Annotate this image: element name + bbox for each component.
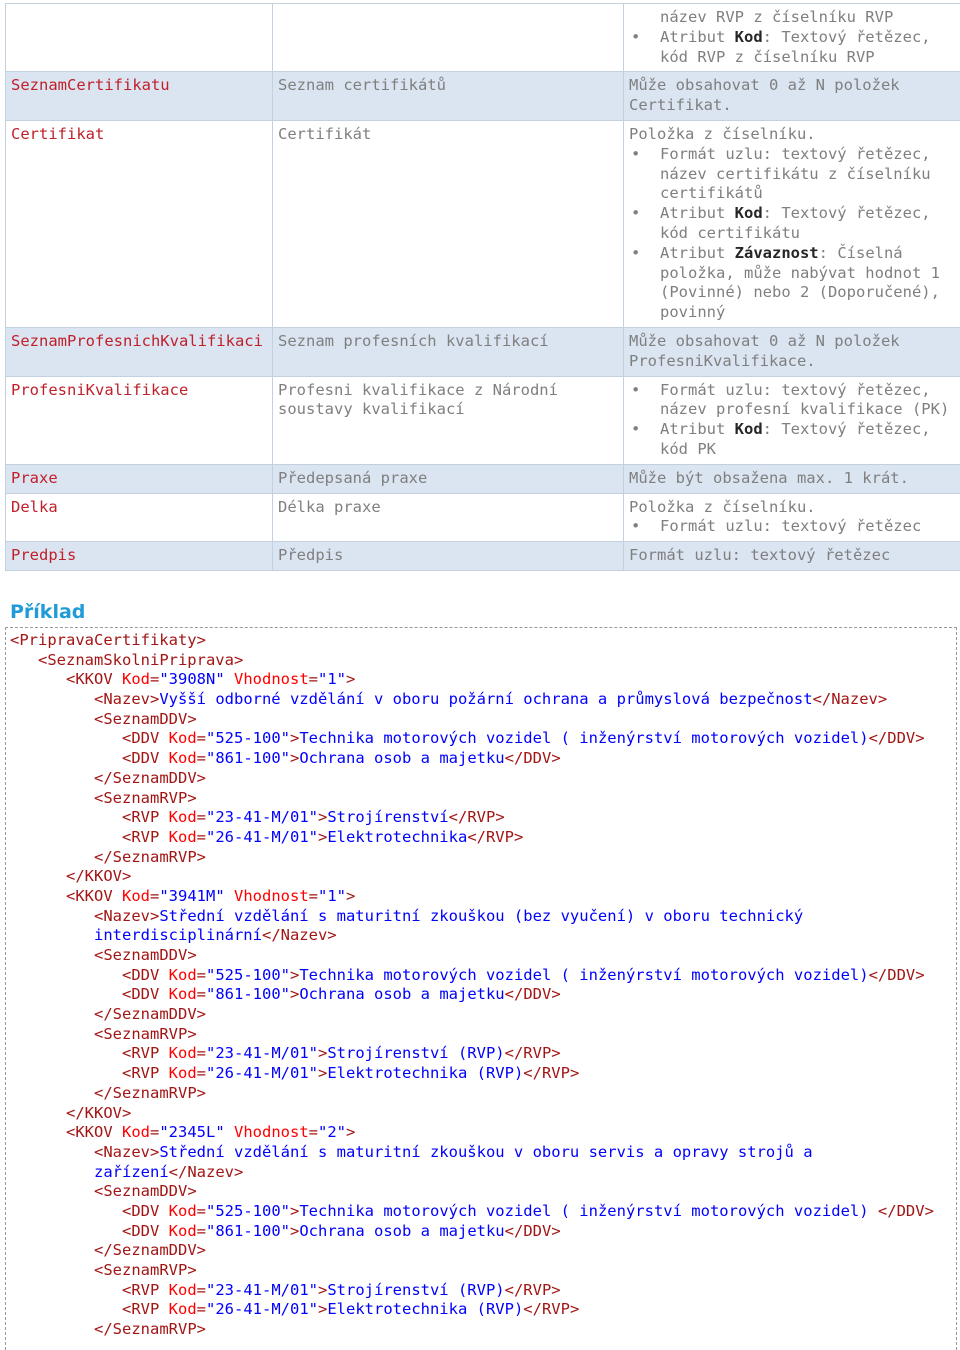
table-row — [6, 376, 960, 464]
xml-tag: > — [317, 1044, 328, 1063]
table-row — [6, 542, 960, 571]
xml-tag: = — [150, 670, 160, 689]
element-description: Seznam certifikátů — [273, 72, 624, 121]
table-row — [6, 120, 960, 327]
xml-tag: <DDV — [121, 1201, 169, 1220]
xml-attribute: Vhodnost — [224, 670, 309, 689]
xml-tag: </RVP> — [467, 827, 524, 846]
bullet-text: : Textový řetězec, kód certifikátu — [660, 204, 931, 242]
xml-tag: <Nazev> — [94, 906, 160, 925]
code-line — [10, 848, 934, 868]
code-line — [10, 710, 934, 730]
xml-value: "3941M" — [159, 886, 225, 905]
xml-tag: <Nazev> — [94, 1142, 160, 1161]
bullet-list — [629, 381, 955, 460]
code-line — [10, 1123, 934, 1143]
code-line — [10, 1005, 934, 1025]
xml-tag: <KKOV — [66, 670, 122, 689]
table-row — [6, 72, 960, 121]
bullet-text: Atribut — [660, 204, 735, 223]
element-note — [624, 542, 960, 571]
code-line — [10, 1222, 934, 1242]
xml-attribute: Kod — [168, 827, 197, 846]
xml-tag: > — [317, 1280, 328, 1299]
xml-attribute: Kod — [168, 729, 197, 748]
xml-tag: </Nazev> — [812, 690, 888, 709]
code-line — [10, 887, 934, 907]
attribute-name: Závaznost — [734, 243, 819, 262]
element-description: Profesni kvalifikace z Národní soustavy kvalifikací — [273, 376, 624, 464]
xml-text: Střední vzdělání s maturitní zkouškou v oboru servis a opravy strojů a — [159, 1142, 813, 1161]
xml-value: "26-41-M/01" — [206, 827, 318, 846]
xml-text: Ochrana osob a majetku — [299, 749, 505, 768]
xml-value: "525-100" — [206, 965, 290, 984]
xml-tag: = — [196, 1201, 206, 1220]
element-name: SeznamCertifikatu — [6, 72, 273, 121]
xml-attribute: Kod — [168, 808, 197, 827]
element-note — [624, 120, 960, 327]
bullet-list — [629, 517, 955, 537]
element-name: Certifikat — [6, 120, 273, 327]
code-line — [10, 985, 934, 1005]
xml-tag: = — [196, 1064, 206, 1083]
xml-tag: <DDV — [121, 965, 169, 984]
code-line — [10, 631, 934, 651]
code-line — [10, 867, 934, 887]
xml-tag: > — [290, 985, 300, 1004]
element-note — [624, 376, 960, 464]
xml-tag: <Nazev> — [94, 690, 160, 709]
xml-tag: = — [150, 886, 160, 905]
xml-attribute: Kod — [168, 1280, 197, 1299]
attribute-name: Kod — [734, 420, 763, 439]
xml-attribute: Kod — [168, 985, 197, 1004]
xml-tag: > — [290, 965, 300, 984]
bullet-item — [629, 28, 955, 68]
xml-attribute: Kod — [122, 886, 150, 905]
code-line — [10, 1241, 934, 1261]
xml-attribute: Kod — [168, 1044, 197, 1063]
spec-table — [5, 3, 960, 571]
code-line — [10, 670, 934, 690]
xml-tag: </DDV> — [877, 1201, 934, 1220]
code-line — [10, 1163, 934, 1183]
code-line — [10, 1044, 934, 1064]
xml-tag: > — [346, 886, 356, 905]
xml-tag: </RVP> — [504, 1044, 561, 1063]
xml-value: "525-100" — [206, 729, 290, 748]
xml-tag: </DDV> — [504, 985, 561, 1004]
xml-tag: </SeznamDDV> — [94, 1241, 206, 1260]
xml-value: "1" — [318, 886, 347, 905]
note-text: Může být obsažena max. 1 krát. — [629, 468, 909, 487]
xml-tag: = — [196, 749, 206, 768]
bullet-text: : Číselná položka, může nabývat hodnot 1 (Povinné) nebo 2 (Doporučené), povinný — [660, 243, 940, 322]
xml-tag: > — [346, 1123, 356, 1142]
xml-text: Strojírenství (RVP) — [327, 1280, 505, 1299]
note-text: Může obsahovat 0 až N položek Certifikat. — [629, 76, 900, 115]
xml-tag: = — [308, 1123, 319, 1142]
xml-tag: <PripravaCertifikaty> — [10, 631, 206, 649]
xml-attribute: Kod — [168, 749, 197, 768]
xml-tag: = — [196, 808, 206, 827]
code-line — [10, 1084, 934, 1104]
xml-tag: <SeznamSkolniPriprava> — [38, 650, 244, 669]
xml-value: "525-100" — [206, 1201, 290, 1220]
xml-tag: <RVP — [121, 808, 169, 827]
xml-attribute: Kod — [168, 1221, 197, 1240]
xml-tag: <DDV — [121, 985, 169, 1004]
bullet-text: Formát uzlu: textový řetězec, název profesní kvalifikace (PK) — [660, 380, 950, 419]
element-description: Předpis — [273, 542, 624, 571]
xml-tag: </KKOV> — [66, 867, 132, 886]
code-line — [10, 769, 934, 789]
xml-tag: = — [196, 965, 206, 984]
bullet-text: Atribut — [660, 243, 735, 262]
xml-text: Technika motorových vozidel ( inženýrství motorových vozidel) — [299, 729, 869, 748]
bullet-text: : Textový řetězec, kód PK — [660, 420, 931, 458]
xml-attribute: Kod — [168, 1064, 197, 1083]
xml-tag: </Nazev> — [168, 1162, 244, 1181]
code-line — [10, 1143, 934, 1163]
table-row — [6, 464, 960, 493]
element-note — [624, 72, 960, 121]
xml-tag: = — [196, 1221, 206, 1240]
xml-value: "23-41-M/01" — [206, 808, 318, 827]
bullet-item — [629, 420, 955, 460]
element-name: SeznamProfesnichKvalifikaci — [6, 327, 273, 376]
xml-value: "861-100" — [206, 985, 290, 1004]
xml-tag: <DDV — [121, 729, 169, 748]
bullet-item — [629, 145, 955, 204]
xml-attribute: Kod — [122, 670, 150, 689]
xml-tag: <DDV — [121, 1221, 169, 1240]
element-description: Předepsaná praxe — [273, 464, 624, 493]
xml-value: "861-100" — [206, 1221, 290, 1240]
xml-tag: </Nazev> — [261, 926, 337, 945]
attribute-name: Kod — [734, 27, 763, 46]
xml-text: Ochrana osob a majetku — [299, 1221, 505, 1240]
xml-tag: </SeznamRVP> — [94, 1320, 206, 1339]
xml-text: Elektrotechnika (RVP) — [327, 1064, 524, 1083]
xml-tag: </DDV> — [504, 749, 561, 768]
bullet-item — [629, 204, 955, 244]
xml-value: "861-100" — [206, 749, 290, 768]
element-description: Seznam profesních kvalifikací — [273, 327, 624, 376]
note-text: Položka z číselníku. — [629, 497, 816, 516]
xml-tag: > — [346, 670, 356, 689]
xml-tag: = — [196, 729, 206, 748]
bullet-text: : Textový řetězec, kód RVP z číselníku RVP — [660, 27, 931, 66]
xml-value: "2345L" — [159, 1123, 225, 1142]
bullet-list — [629, 145, 955, 323]
xml-value: "23-41-M/01" — [206, 1044, 318, 1063]
xml-tag: </KKOV> — [66, 1103, 132, 1122]
xml-tag: <RVP — [121, 827, 169, 846]
element-name: Predpis — [6, 542, 273, 571]
code-line — [10, 749, 934, 769]
xml-tag: > — [317, 827, 328, 846]
bullet-text: Atribut — [660, 27, 735, 46]
note-text: Formát uzlu: textový řetězec — [629, 546, 891, 565]
xml-tag: </RVP> — [448, 808, 505, 827]
bullet-item — [629, 517, 955, 537]
code-line — [10, 808, 934, 828]
element-description: Certifikát — [273, 120, 624, 327]
code-line — [10, 1320, 934, 1340]
bullet-item — [629, 244, 955, 323]
xml-attribute: Kod — [122, 1123, 150, 1142]
code-line — [10, 729, 934, 749]
xml-text: interdisciplinární — [94, 926, 262, 945]
bullet-text: Formát uzlu: textový řetězec, název certifikátu z číselníku certifikátů — [660, 144, 931, 203]
xml-tag: = — [308, 670, 319, 689]
code-line — [10, 1300, 934, 1320]
code-line — [10, 1261, 934, 1281]
table-row — [6, 327, 960, 376]
element-description: Délka praxe — [273, 493, 624, 542]
code-line — [10, 1202, 934, 1222]
table-row — [6, 4, 960, 72]
bullet-text: Formát uzlu: textový řetězec — [660, 517, 922, 536]
code-line — [10, 1104, 934, 1124]
code-line — [10, 789, 934, 809]
xml-tag: </SeznamDDV> — [94, 768, 206, 787]
xml-tag: </DDV> — [868, 729, 925, 748]
attribute-name: Kod — [734, 204, 763, 223]
xml-tag: = — [196, 985, 206, 1004]
xml-tag: <RVP — [121, 1064, 169, 1083]
xml-value: "23-41-M/01" — [206, 1280, 318, 1299]
xml-text: Technika motorových vozidel ( inženýrství motorových vozidel) — [299, 965, 869, 984]
xml-tag: </RVP> — [523, 1300, 580, 1319]
xml-tag: </RVP> — [523, 1064, 580, 1083]
xml-tag: > — [290, 749, 300, 768]
xml-text: Elektrotechnika (RVP) — [327, 1300, 524, 1319]
continued-line: název RVP z číselníku RVP — [660, 8, 894, 26]
element-name — [6, 4, 273, 72]
xml-tag: <SeznamRVP> — [94, 788, 197, 807]
xml-tag: <DDV — [121, 749, 169, 768]
xml-text: Střední vzdělání s maturitní zkouškou (bez vyučení) v oboru technický — [159, 906, 804, 925]
table-row — [6, 493, 960, 542]
element-note — [624, 4, 960, 72]
xml-attribute: Kod — [168, 1300, 197, 1319]
bullet-list — [629, 28, 955, 68]
xml-tag: <SeznamDDV> — [94, 709, 197, 728]
xml-tag: <RVP — [121, 1280, 169, 1299]
xml-tag: </RVP> — [504, 1280, 561, 1299]
xml-tag: = — [308, 886, 319, 905]
xml-text: Vyšší odborné vzdělání v oboru požární ochrana a průmyslová bezpečnost — [159, 690, 813, 709]
bullet-list — [629, 8, 955, 28]
xml-tag: = — [150, 1123, 160, 1142]
xml-text: Technika motorových vozidel ( inženýrství motorových vozidel) — [299, 1201, 878, 1220]
bullet-text: Atribut — [660, 420, 735, 439]
xml-tag: = — [196, 1280, 206, 1299]
xml-tag: > — [317, 808, 328, 827]
element-note — [624, 327, 960, 376]
xml-tag: <SeznamDDV> — [94, 946, 197, 964]
code-line — [10, 690, 934, 710]
code-line — [10, 966, 934, 986]
xml-text: Ochrana osob a majetku — [299, 985, 505, 1004]
element-note — [624, 464, 960, 493]
xml-tag: = — [196, 827, 206, 846]
xml-tag: > — [290, 1221, 300, 1240]
xml-tag: <SeznamDDV> — [94, 1182, 197, 1201]
xml-value: "26-41-M/01" — [206, 1064, 318, 1083]
xml-text: Strojírenství — [327, 808, 449, 827]
bullet-item — [629, 381, 955, 421]
xml-tag: = — [196, 1044, 206, 1063]
xml-text: Elektrotechnika — [327, 827, 468, 846]
xml-tag: > — [317, 1300, 328, 1319]
xml-tag: = — [196, 1300, 206, 1319]
xml-tag: <KKOV — [66, 886, 122, 905]
note-text: Může obsahovat 0 až N položek ProfesniKvalifikace. — [629, 331, 900, 370]
xml-value: "3908N" — [159, 670, 225, 689]
code-line — [10, 651, 934, 671]
xml-tag: > — [290, 729, 300, 748]
xml-value: "26-41-M/01" — [206, 1300, 318, 1319]
element-name: Delka — [6, 493, 273, 542]
xml-example — [10, 631, 934, 1340]
xml-tag: <SeznamRVP> — [94, 1024, 197, 1043]
element-description — [273, 4, 624, 72]
xml-text: zařízení — [94, 1162, 169, 1181]
xml-tag: > — [317, 1064, 328, 1083]
xml-tag: </SeznamDDV> — [94, 1005, 206, 1024]
xml-value: "2" — [318, 1123, 347, 1142]
code-line — [10, 1182, 934, 1202]
xml-tag: <RVP — [121, 1044, 169, 1063]
code-line — [10, 926, 934, 946]
xml-tag: </DDV> — [868, 965, 925, 984]
code-line — [10, 907, 934, 927]
code-line — [10, 1025, 934, 1045]
xml-tag: </DDV> — [504, 1221, 561, 1240]
element-name: Praxe — [6, 464, 273, 493]
xml-tag: </SeznamRVP> — [94, 847, 206, 866]
code-line — [10, 828, 934, 848]
xml-value: "1" — [318, 670, 347, 689]
xml-tag: <KKOV — [66, 1123, 122, 1142]
xml-attribute: Kod — [168, 1201, 197, 1220]
example-heading: Příklad — [10, 601, 86, 623]
element-note — [624, 493, 960, 542]
xml-tag: <SeznamRVP> — [94, 1261, 197, 1279]
xml-attribute: Kod — [168, 965, 197, 984]
code-line — [10, 1281, 934, 1301]
xml-text: Strojírenství (RVP) — [327, 1044, 505, 1063]
xml-tag: > — [290, 1201, 300, 1220]
element-name: ProfesniKvalifikace — [6, 376, 273, 464]
note-text: Položka z číselníku. — [629, 124, 816, 143]
code-line — [10, 1064, 934, 1084]
code-line — [10, 946, 934, 966]
xml-attribute: Vhodnost — [224, 1123, 309, 1142]
xml-tag: <RVP — [121, 1300, 169, 1319]
xml-tag: </SeznamRVP> — [94, 1083, 206, 1102]
xml-attribute: Vhodnost — [224, 886, 309, 905]
